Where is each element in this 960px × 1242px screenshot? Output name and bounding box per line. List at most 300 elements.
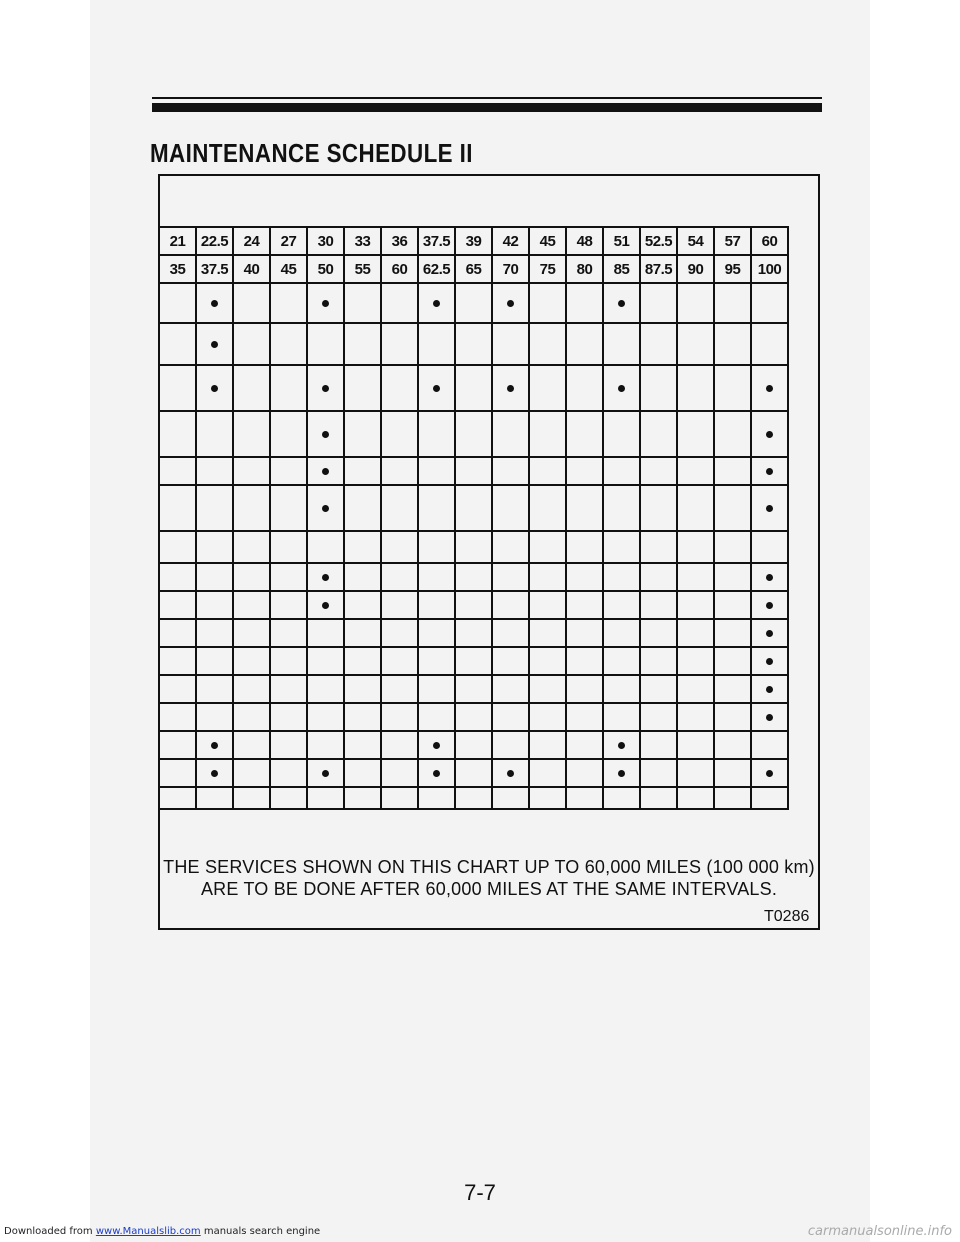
service-cell xyxy=(640,365,677,411)
km-header-row-cell: 37.5 xyxy=(196,255,233,283)
service-due-dot xyxy=(322,602,329,609)
service-cell xyxy=(196,485,233,531)
service-cell xyxy=(307,323,344,365)
service-cell xyxy=(529,731,566,759)
service-cell xyxy=(677,323,714,365)
service-cell xyxy=(603,365,640,411)
service-cell xyxy=(418,563,455,591)
service-due-dot xyxy=(433,300,440,307)
service-cell xyxy=(196,675,233,703)
service-row xyxy=(159,563,788,591)
service-cell xyxy=(233,365,270,411)
service-cell xyxy=(529,365,566,411)
service-cell xyxy=(529,323,566,365)
service-cell xyxy=(159,531,196,563)
service-cell xyxy=(196,731,233,759)
service-due-dot xyxy=(766,686,773,693)
service-cell xyxy=(677,365,714,411)
miles-header-row-cell: 48 xyxy=(566,227,603,255)
service-cell xyxy=(344,731,381,759)
service-cell xyxy=(677,283,714,323)
miles-header-row-cell: 39 xyxy=(455,227,492,255)
service-cell xyxy=(603,619,640,647)
service-cell xyxy=(529,457,566,485)
service-cell xyxy=(418,457,455,485)
service-cell xyxy=(196,619,233,647)
service-row xyxy=(159,647,788,675)
service-cell xyxy=(640,485,677,531)
service-cell xyxy=(159,485,196,531)
service-cell xyxy=(159,675,196,703)
miles-header-row-cell: 57 xyxy=(714,227,751,255)
service-cell xyxy=(270,411,307,457)
service-cell xyxy=(714,759,751,787)
service-cell xyxy=(233,647,270,675)
manualslib-link[interactable]: www.Manualslib.com xyxy=(95,1226,201,1237)
service-cell xyxy=(270,485,307,531)
service-cell xyxy=(418,531,455,563)
service-cell xyxy=(492,323,529,365)
service-cell xyxy=(640,619,677,647)
service-cell xyxy=(418,323,455,365)
service-cell xyxy=(233,485,270,531)
service-cell xyxy=(307,787,344,809)
service-cell xyxy=(455,365,492,411)
service-cell xyxy=(751,675,788,703)
miles-header-row-cell: 54 xyxy=(677,227,714,255)
service-cell xyxy=(233,591,270,619)
service-cell xyxy=(418,283,455,323)
service-cell xyxy=(492,485,529,531)
service-cell xyxy=(566,619,603,647)
service-cell xyxy=(566,591,603,619)
service-cell xyxy=(714,283,751,323)
service-cell xyxy=(566,675,603,703)
service-cell xyxy=(529,531,566,563)
service-cell xyxy=(159,731,196,759)
km-header-row-cell: 70 xyxy=(492,255,529,283)
service-row xyxy=(159,591,788,619)
service-cell xyxy=(455,411,492,457)
watermark: carmanualsonline.info xyxy=(807,1224,952,1239)
service-cell xyxy=(233,619,270,647)
service-cell xyxy=(418,591,455,619)
service-due-dot xyxy=(507,300,514,307)
service-cell xyxy=(677,591,714,619)
km-header-row xyxy=(159,255,788,283)
service-cell xyxy=(381,619,418,647)
service-cell xyxy=(714,787,751,809)
service-cell xyxy=(677,703,714,731)
service-row xyxy=(159,731,788,759)
km-header-row-cell: 35 xyxy=(159,255,196,283)
service-cell xyxy=(714,731,751,759)
service-cell xyxy=(270,731,307,759)
service-row xyxy=(159,531,788,563)
service-cell xyxy=(677,411,714,457)
service-due-dot xyxy=(507,385,514,392)
service-cell xyxy=(344,759,381,787)
service-cell xyxy=(455,485,492,531)
service-cell xyxy=(566,365,603,411)
service-cell xyxy=(270,675,307,703)
service-cell xyxy=(159,283,196,323)
service-cell xyxy=(751,531,788,563)
service-cell xyxy=(566,411,603,457)
service-cell xyxy=(455,703,492,731)
service-cell xyxy=(677,731,714,759)
service-cell xyxy=(418,365,455,411)
service-cell xyxy=(233,675,270,703)
service-cell xyxy=(492,731,529,759)
service-cell xyxy=(159,787,196,809)
service-due-dot xyxy=(211,385,218,392)
service-cell xyxy=(603,411,640,457)
service-cell xyxy=(455,675,492,703)
service-due-dot xyxy=(211,742,218,749)
service-cell xyxy=(677,647,714,675)
service-cell xyxy=(714,365,751,411)
service-cell xyxy=(418,485,455,531)
service-cell xyxy=(640,731,677,759)
service-cell xyxy=(677,675,714,703)
service-cell xyxy=(381,485,418,531)
miles-header-row-cell: 27 xyxy=(270,227,307,255)
service-cell xyxy=(492,457,529,485)
service-cell xyxy=(270,619,307,647)
service-cell xyxy=(270,787,307,809)
service-due-dot xyxy=(766,385,773,392)
service-cell xyxy=(566,563,603,591)
service-row xyxy=(159,457,788,485)
service-cell xyxy=(307,759,344,787)
service-cell xyxy=(566,531,603,563)
service-due-dot xyxy=(322,431,329,438)
service-cell xyxy=(640,563,677,591)
service-cell xyxy=(751,759,788,787)
service-cell xyxy=(196,531,233,563)
service-cell xyxy=(751,485,788,531)
km-header-row-cell: 50 xyxy=(307,255,344,283)
miles-header-row-cell: 60 xyxy=(751,227,788,255)
service-cell xyxy=(381,457,418,485)
service-cell xyxy=(344,283,381,323)
service-cell xyxy=(603,563,640,591)
service-cell xyxy=(159,323,196,365)
service-cell xyxy=(159,563,196,591)
service-due-dot xyxy=(618,770,625,777)
service-cell xyxy=(455,531,492,563)
service-cell xyxy=(677,759,714,787)
service-cell xyxy=(529,759,566,787)
service-cell xyxy=(233,563,270,591)
service-cell xyxy=(344,675,381,703)
km-header-row-cell: 60 xyxy=(381,255,418,283)
service-due-dot xyxy=(766,630,773,637)
service-cell xyxy=(751,619,788,647)
service-due-dot xyxy=(322,574,329,581)
service-cell xyxy=(751,591,788,619)
service-cell xyxy=(455,731,492,759)
service-due-dot xyxy=(507,770,514,777)
service-due-dot xyxy=(766,658,773,665)
service-cell xyxy=(344,485,381,531)
service-cell xyxy=(344,787,381,809)
service-cell xyxy=(640,411,677,457)
service-cell xyxy=(492,283,529,323)
service-cell xyxy=(640,591,677,619)
service-cell xyxy=(751,703,788,731)
km-header-row-cell: 95 xyxy=(714,255,751,283)
service-cell xyxy=(270,457,307,485)
service-cell xyxy=(603,485,640,531)
service-cell xyxy=(529,563,566,591)
service-cell xyxy=(529,647,566,675)
service-cell xyxy=(714,647,751,675)
service-cell xyxy=(270,365,307,411)
service-cell xyxy=(381,411,418,457)
service-cell xyxy=(233,787,270,809)
service-due-dot xyxy=(766,505,773,512)
miles-header-row-cell: 24 xyxy=(233,227,270,255)
service-cell xyxy=(307,591,344,619)
service-cell xyxy=(344,619,381,647)
service-cell xyxy=(233,731,270,759)
km-header-row-cell: 90 xyxy=(677,255,714,283)
miles-header-row-cell: 51 xyxy=(603,227,640,255)
download-suffix: manuals search engine xyxy=(203,1226,321,1237)
service-cell xyxy=(677,531,714,563)
service-cell xyxy=(492,365,529,411)
service-cell xyxy=(751,365,788,411)
service-cell xyxy=(603,457,640,485)
service-cell xyxy=(307,563,344,591)
service-cell xyxy=(640,787,677,809)
service-cell xyxy=(418,703,455,731)
service-cell xyxy=(714,485,751,531)
service-cell xyxy=(455,563,492,591)
service-cell xyxy=(566,759,603,787)
miles-header-row-cell: 36 xyxy=(381,227,418,255)
service-cell xyxy=(492,759,529,787)
service-cell xyxy=(307,411,344,457)
km-header-row-cell: 62.5 xyxy=(418,255,455,283)
service-row xyxy=(159,283,788,323)
miles-header-row-cell: 45 xyxy=(529,227,566,255)
service-cell xyxy=(455,457,492,485)
service-cell xyxy=(381,323,418,365)
service-due-dot xyxy=(322,505,329,512)
service-cell xyxy=(344,591,381,619)
service-cell xyxy=(640,323,677,365)
service-due-dot xyxy=(618,385,625,392)
service-cell xyxy=(714,619,751,647)
service-cell xyxy=(344,365,381,411)
service-cell xyxy=(529,703,566,731)
service-cell xyxy=(714,563,751,591)
service-cell xyxy=(381,703,418,731)
service-cell xyxy=(751,323,788,365)
service-cell xyxy=(270,703,307,731)
service-cell xyxy=(159,457,196,485)
page-number: 7-7 xyxy=(464,1180,496,1205)
service-cell xyxy=(307,457,344,485)
service-cell xyxy=(381,283,418,323)
service-due-dot xyxy=(322,385,329,392)
service-cell xyxy=(381,759,418,787)
service-cell xyxy=(159,591,196,619)
service-row xyxy=(159,365,788,411)
service-cell xyxy=(677,457,714,485)
service-cell xyxy=(307,365,344,411)
service-cell xyxy=(714,591,751,619)
service-due-dot xyxy=(322,300,329,307)
service-cell xyxy=(307,283,344,323)
service-cell xyxy=(640,759,677,787)
service-cell xyxy=(603,647,640,675)
service-cell xyxy=(418,787,455,809)
service-cell xyxy=(640,703,677,731)
service-cell xyxy=(640,457,677,485)
service-cell xyxy=(307,703,344,731)
km-header-row-cell: 45 xyxy=(270,255,307,283)
service-cell xyxy=(714,675,751,703)
service-row xyxy=(159,787,788,809)
service-cell xyxy=(492,619,529,647)
service-cell xyxy=(196,563,233,591)
maintenance-schedule-table xyxy=(158,226,789,810)
service-row xyxy=(159,703,788,731)
service-due-dot xyxy=(433,742,440,749)
service-cell xyxy=(492,787,529,809)
miles-header-row-cell: 42 xyxy=(492,227,529,255)
service-cell xyxy=(270,563,307,591)
service-due-dot xyxy=(211,341,218,348)
km-header-row-cell: 65 xyxy=(455,255,492,283)
service-cell xyxy=(344,411,381,457)
service-cell xyxy=(418,619,455,647)
service-cell xyxy=(159,759,196,787)
service-cell xyxy=(492,703,529,731)
service-cell xyxy=(529,591,566,619)
service-cell xyxy=(529,485,566,531)
service-row xyxy=(159,485,788,531)
service-cell xyxy=(603,591,640,619)
service-cell xyxy=(492,563,529,591)
service-cell xyxy=(233,531,270,563)
service-cell xyxy=(566,323,603,365)
service-cell xyxy=(566,283,603,323)
km-header-row-cell: 40 xyxy=(233,255,270,283)
service-cell xyxy=(196,703,233,731)
service-cell xyxy=(233,759,270,787)
schedule-note xyxy=(158,856,820,900)
service-cell xyxy=(714,703,751,731)
service-cell xyxy=(603,283,640,323)
service-cell xyxy=(270,591,307,619)
service-cell xyxy=(751,731,788,759)
service-cell xyxy=(344,323,381,365)
service-cell xyxy=(529,283,566,323)
service-cell xyxy=(603,759,640,787)
service-cell xyxy=(640,531,677,563)
service-cell xyxy=(270,283,307,323)
km-header-row-cell: 85 xyxy=(603,255,640,283)
service-cell xyxy=(418,411,455,457)
service-cell xyxy=(233,457,270,485)
service-cell xyxy=(344,703,381,731)
service-due-dot xyxy=(618,742,625,749)
service-cell xyxy=(455,591,492,619)
service-cell xyxy=(677,619,714,647)
service-cell xyxy=(603,323,640,365)
service-cell xyxy=(418,759,455,787)
service-cell xyxy=(492,531,529,563)
service-due-dot xyxy=(322,468,329,475)
service-cell xyxy=(714,457,751,485)
service-cell xyxy=(418,675,455,703)
service-cell xyxy=(455,283,492,323)
miles-header-row-cell: 52.5 xyxy=(640,227,677,255)
service-cell xyxy=(196,787,233,809)
header-rule-thin xyxy=(152,97,822,99)
service-cell xyxy=(418,731,455,759)
service-cell xyxy=(455,647,492,675)
service-cell xyxy=(270,759,307,787)
service-row xyxy=(159,323,788,365)
service-cell xyxy=(751,457,788,485)
note-line-2: ARE TO BE DONE AFTER 60,000 MILES AT THE SAME INTERVALS. xyxy=(200,879,778,899)
service-cell xyxy=(307,731,344,759)
service-due-dot xyxy=(766,770,773,777)
service-cell xyxy=(344,647,381,675)
service-cell xyxy=(751,283,788,323)
service-cell xyxy=(751,647,788,675)
service-cell xyxy=(603,675,640,703)
service-cell xyxy=(381,647,418,675)
service-cell xyxy=(677,563,714,591)
km-header-row-cell: 75 xyxy=(529,255,566,283)
service-due-dot xyxy=(211,770,218,777)
service-cell xyxy=(677,787,714,809)
service-due-dot xyxy=(766,602,773,609)
service-cell xyxy=(640,647,677,675)
service-cell xyxy=(233,283,270,323)
service-cell xyxy=(751,787,788,809)
service-cell xyxy=(159,365,196,411)
miles-header-row-cell: 22.5 xyxy=(196,227,233,255)
km-header-row-cell: 55 xyxy=(344,255,381,283)
page-title: MAINTENANCE SCHEDULE II xyxy=(150,138,473,168)
download-credit xyxy=(4,1226,320,1237)
service-cell xyxy=(714,323,751,365)
service-due-dot xyxy=(433,770,440,777)
service-cell xyxy=(159,703,196,731)
service-cell xyxy=(529,619,566,647)
miles-header-row-cell: 33 xyxy=(344,227,381,255)
miles-header-row-cell: 21 xyxy=(159,227,196,255)
service-cell xyxy=(492,675,529,703)
service-cell xyxy=(566,731,603,759)
service-cell xyxy=(455,323,492,365)
service-cell xyxy=(307,485,344,531)
service-due-dot xyxy=(766,574,773,581)
service-cell xyxy=(455,759,492,787)
service-cell xyxy=(307,619,344,647)
service-cell xyxy=(344,531,381,563)
service-cell xyxy=(381,591,418,619)
download-prefix: Downloaded from xyxy=(4,1226,93,1237)
